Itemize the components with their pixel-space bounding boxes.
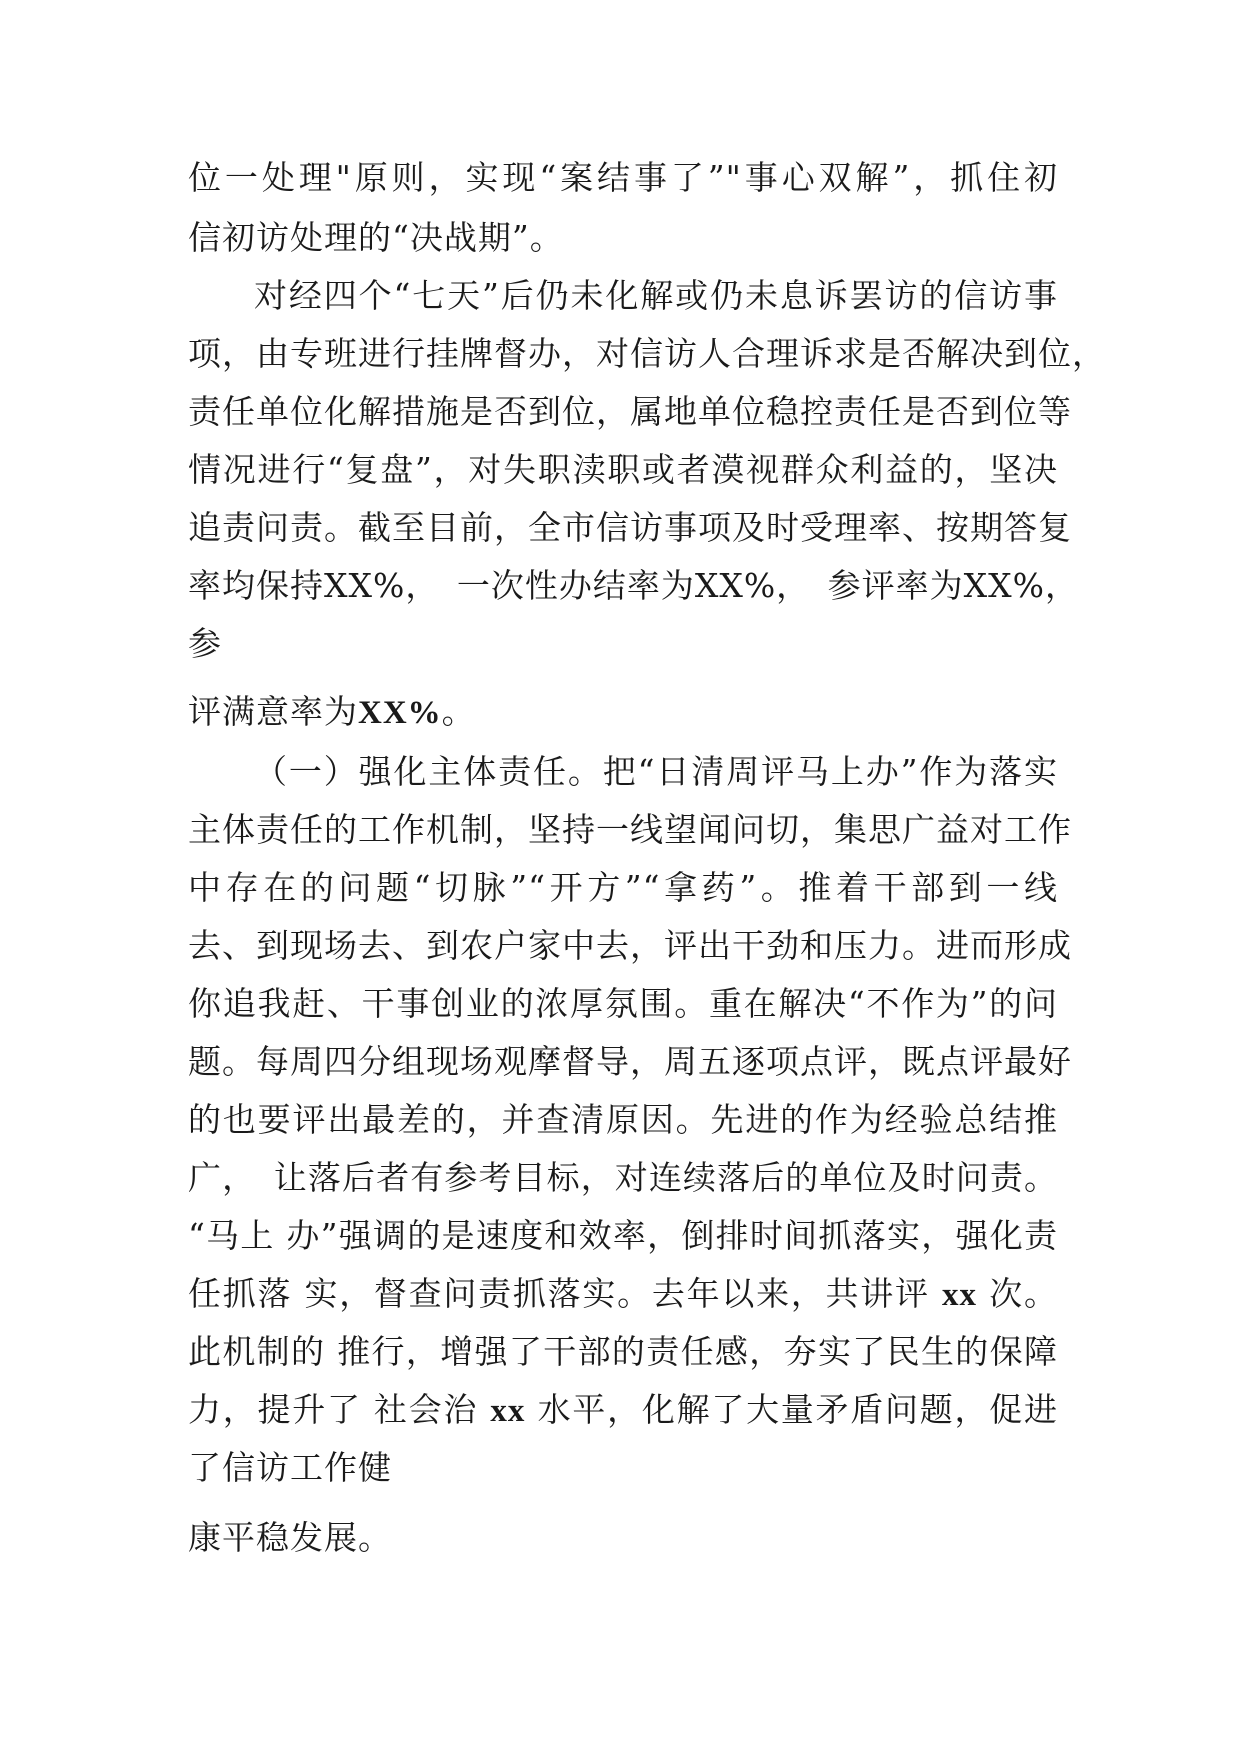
text-segment: 力，提升了 社会治: [188, 1390, 491, 1429]
text-line-20: [188, 1272, 1058, 1317]
text-line-5: 责任单位化解措施是否到位，属地单位稳控责任是否到位等: [188, 392, 1072, 431]
text-line-14: 去、到现场去、到农户家中去，评出干劲和压力。进而形成: [188, 926, 1072, 965]
text-line-17: 的也要评出最差的，并查清原因。先进的作为经验总结推: [188, 1100, 1058, 1139]
bold-value: XX%: [358, 695, 442, 731]
text-line-22: [188, 1388, 1058, 1433]
text-segment: 水平，化解了大量矛盾问题，促进: [525, 1390, 1058, 1429]
text-line-24: 康平稳发展。: [188, 1518, 392, 1557]
text-line-7: 追责问责。截至目前，全市信访事项及时受理率、按期答复: [188, 508, 1072, 547]
bold-value: xx: [942, 1277, 978, 1313]
text-line-15: 你追我赶、干事创业的浓厚氛围。重在解决“不作为”的问: [188, 984, 1058, 1023]
text-line-16: 题。每周四分组现场观摩督导，周五逐项点评，既点评最好: [188, 1042, 1072, 1081]
text-line-1: 位一处理"原则，实现“案结事了”"事心双解”，抓住初: [188, 158, 1058, 197]
text-line-2: 信初访处理的“决战期”。: [188, 218, 564, 257]
text-line-11: （一）强化主体责任。把“日清周评马上办”作为落实: [254, 752, 1058, 791]
text-line-6: 情况进行“复盘”，对失职渎职或者漠视群众利益的，坚决: [188, 450, 1058, 489]
text-line-19: “马上 办”强调的是速度和效率，倒排时间抓落实，强化责: [188, 1216, 1058, 1255]
text-line-4: 项，由专班进行挂牌督办，对信访人合理诉求是否解决到位，: [188, 334, 1106, 373]
text-line-23: 了信访工作健: [188, 1448, 392, 1487]
text-line-9: 参: [188, 624, 222, 663]
text-line-18: 广， 让落后者有参考目标，对连续落后的单位及时问责。: [188, 1158, 1058, 1197]
text-segment: 评满意率为: [188, 692, 358, 731]
text-segment: 。: [441, 692, 476, 731]
bold-value: xx: [490, 1393, 526, 1429]
text-line-21: 此机制的 推行，增强了干部的责任感，夯实了民生的保障: [188, 1332, 1058, 1371]
text-segment: 任抓落 实，督查问责抓落实。去年以来，共讲评: [188, 1274, 943, 1313]
text-line-10: [188, 690, 1058, 735]
text-line-12: 主体责任的工作机制，坚持一线望闻问切，集思广益对工作: [188, 810, 1072, 849]
text-line-3: 对经四个“七天”后仍未化解或仍未息诉罢访的信访事: [254, 276, 1058, 315]
text-line-13: 中存在的问题“切脉”“开方”“拿药”。推着干部到一线: [188, 868, 1058, 907]
text-line-8: 率均保持XX%， 一次性办结率为XX%， 参评率为XX%，: [188, 566, 1080, 605]
text-segment: 次。: [977, 1274, 1058, 1313]
